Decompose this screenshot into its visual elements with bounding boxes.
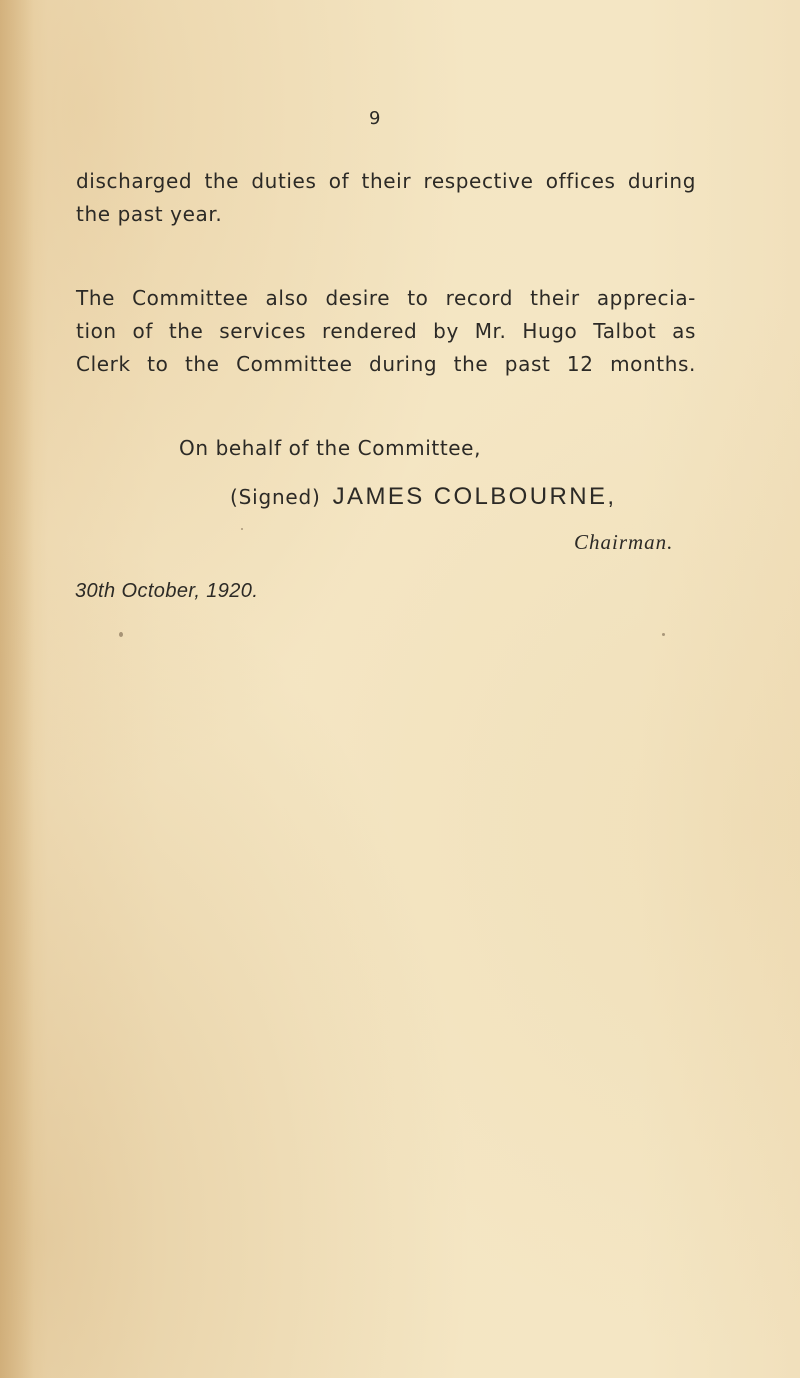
closing-line: On behalf of the Committee, <box>179 436 482 460</box>
page-edge-shadow <box>0 0 34 1378</box>
signature-line <box>230 483 616 511</box>
document-date: 30th October, 1920. <box>75 580 259 602</box>
paper-speck <box>241 528 243 530</box>
signatory-name: JAMES COLBOURNE, <box>332 483 617 510</box>
paragraph-line: the past year. <box>76 202 223 226</box>
paragraph-line: tion of the services rendered by Mr. Hugo Talbot as <box>76 319 696 343</box>
paragraph-appreciation <box>76 282 696 381</box>
signed-label: (Signed) <box>230 485 321 509</box>
page-number: 9 <box>369 108 381 129</box>
paragraph-line: Clerk to the Committee during the past 12 months. <box>76 352 696 376</box>
paper-speck <box>662 633 665 636</box>
signatory-title: Chairman. <box>574 530 674 554</box>
paragraph-line: discharged the duties of their respective offices during <box>76 169 696 193</box>
paper-speck <box>119 632 123 637</box>
paragraph-duties <box>76 165 696 231</box>
paragraph-line: The Committee also desire to record their apprecia- <box>76 286 696 310</box>
